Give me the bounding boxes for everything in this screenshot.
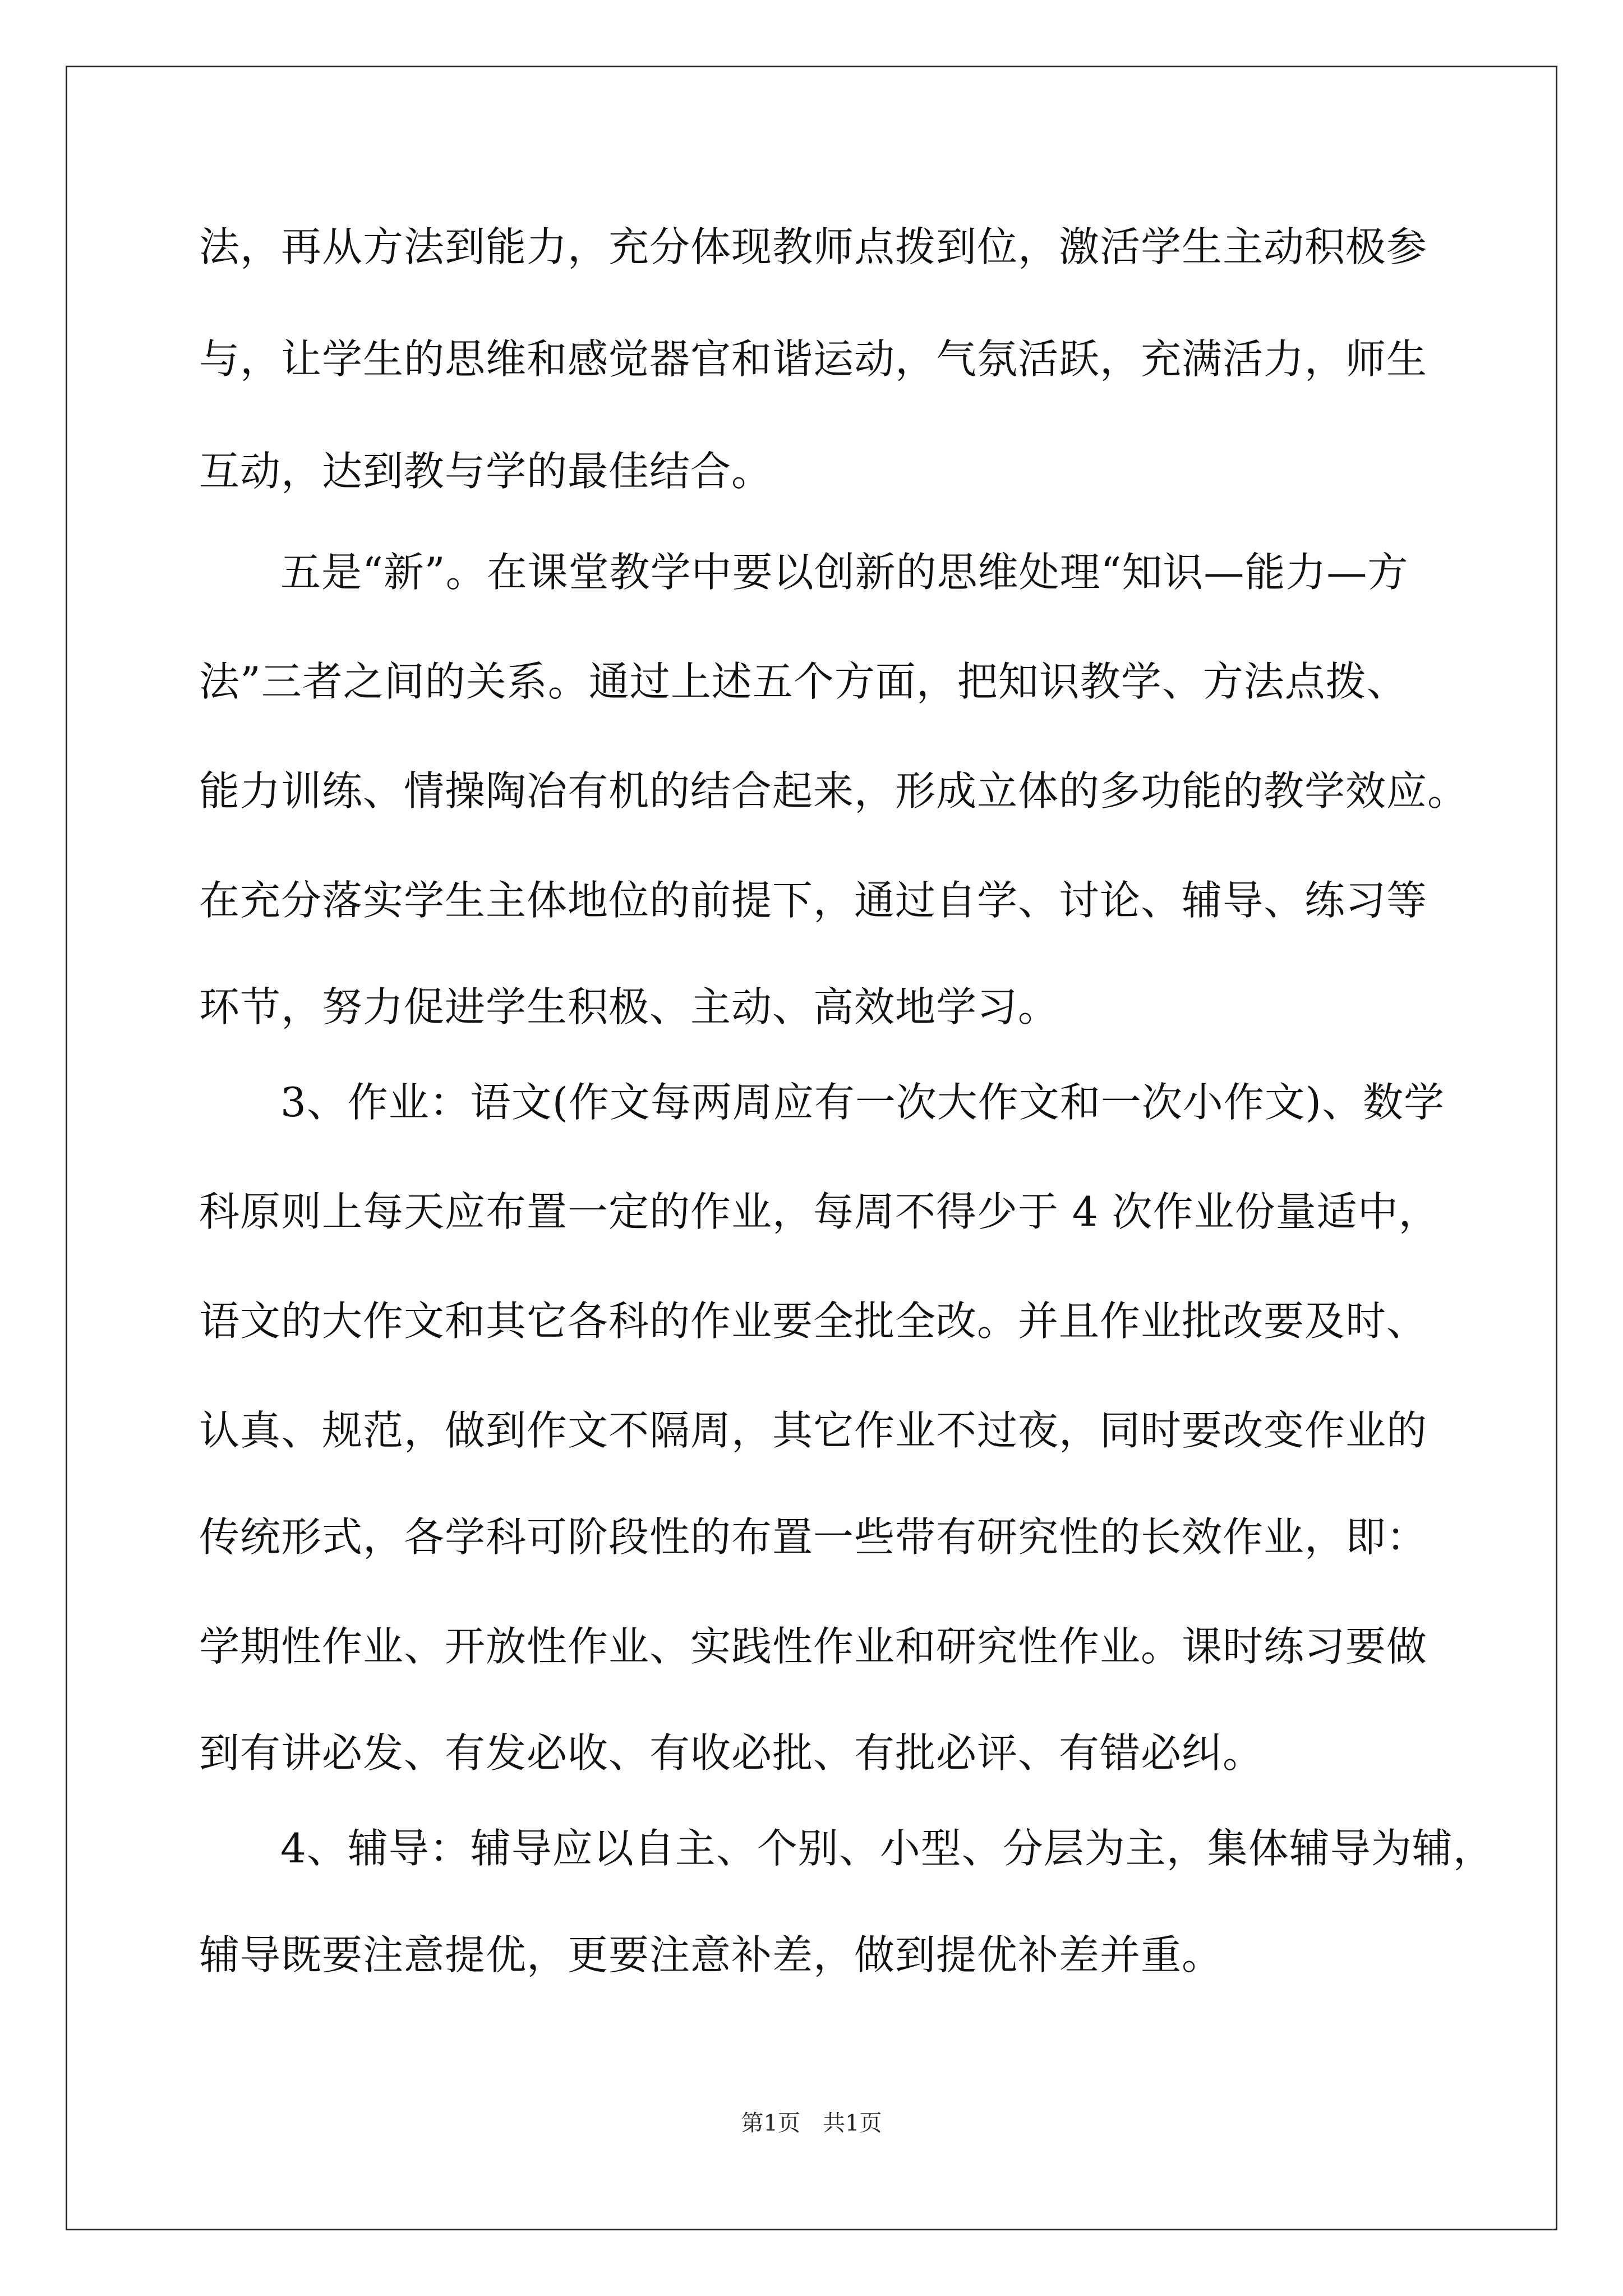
page-border	[66, 66, 1557, 2230]
text-line: 在充分落实学生主体地位的前提下，通过自学、讨论、辅导、练习等	[199, 877, 1428, 924]
text-line: 传统形式，各学科可阶段性的布置一些带有研究性的长效作业，即：	[199, 1513, 1428, 1561]
page-footer: 第1页 共1页	[741, 2110, 882, 2136]
text-line: 法，再从方法到能力，充分体现教师点拨到位，激活学生主动积极参	[199, 223, 1428, 270]
text-line: 能力训练、情操陶冶有机的结合起来，形成立体的多功能的教学效应。	[199, 767, 1469, 815]
text-line: 语文的大作文和其它各科的作业要全批全改。并且作业批改要及时、	[199, 1297, 1428, 1345]
text-line: 环节，努力促进学生积极、主动、高效地学习。	[199, 983, 1059, 1030]
text-line: 认真、规范，做到作文不隔周，其它作业不过夜，同时要改变作业的	[199, 1407, 1428, 1454]
text-line: 互动，达到教与学的最佳结合。	[199, 448, 773, 495]
paragraph-start: 五是“新”。在课堂教学中要以创新的思维处理“知识—能力—方	[280, 549, 1409, 596]
text-line: 与，让学生的思维和感觉器官和谐运动，气氛活跃，充满活力，师生	[199, 335, 1428, 383]
text-line: 科原则上每天应布置一定的作业，每周不得少于 4 次作业份量适中，	[199, 1188, 1440, 1235]
paragraph-start: 4、辅导：辅导应以自主、个别、小型、分层为主，集体辅导为辅，	[280, 1825, 1494, 1872]
text-line: 法”三者之间的关系。通过上述五个方面，把知识教学、方法点拨、	[199, 658, 1408, 705]
text-line: 学期性作业、开放性作业、实践性作业和研究性作业。课时练习要做	[199, 1623, 1428, 1670]
paragraph-start: 3、作业：语文(作文每两周应有一次大作文和一次小作文)、数学	[280, 1079, 1445, 1126]
text-line: 到有讲必发、有发必收、有收必批、有批必评、有错必纠。	[199, 1729, 1264, 1777]
text-line: 辅导既要注意提优，更要注意补差，做到提优补差并重。	[199, 1931, 1223, 1978]
